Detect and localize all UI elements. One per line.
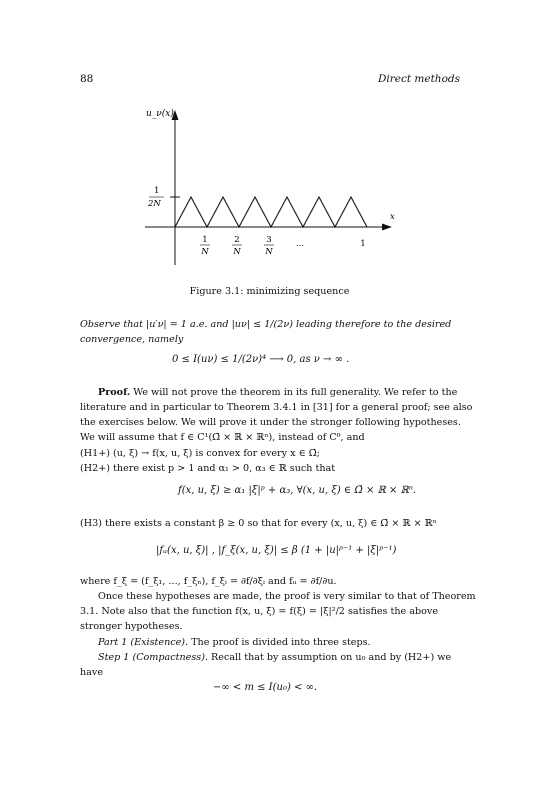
figure-minimizing-sequence <box>0 0 539 300</box>
proof-line-1-text: We will not prove the theorem in its full generality. We refer to the <box>130 387 458 398</box>
hypothesis-h1: (H1+) (u, ξ) → f(x, u, ξ) is convex for every x ∈ Ω̄; <box>80 448 320 459</box>
step-1-label: Step 1 (Compactness). <box>98 652 208 663</box>
y-tick-numerator: 1 <box>154 186 160 196</box>
part-1-text: The proof is divided into three steps. <box>188 637 371 648</box>
proof-line-3: the exercises below. We will prove it under the stronger following hypotheses. <box>80 417 461 428</box>
observe-line-1: Observe that |u′ν| = 1 a.e. and |uν| ≤ 1/(2ν) leading therefore to the desired <box>80 319 452 330</box>
where-line: where f_ξ = (f_ξ₁, ..., f_ξₙ), f_ξᵢ = ∂f/∂ξᵢ and fᵤ = ∂f/∂u. <box>80 576 337 587</box>
hypothesis-h3: (H3) there exists a constant β ≥ 0 so that for every (x, u, ξ) ∈ Ω̄ × ℝ × ℝⁿ <box>80 518 437 529</box>
x-tick-end: 1 <box>360 239 366 249</box>
equation-growth: |fᵤ(x, u, ξ)| , |f_ξ(x, u, ξ)| ≤ β (1 + |u|ᵖ⁻¹ + |ξ|ᵖ⁻¹) <box>156 545 397 556</box>
step-1-text: Recall that by assumption on u₀ and by (H2+) we <box>208 652 452 663</box>
proof-line-1 <box>98 385 457 400</box>
y-tick-denominator: 2N <box>148 199 161 209</box>
figure-caption: Figure 3.1: minimizing sequence <box>189 286 350 297</box>
step-1-line <box>98 650 451 665</box>
running-title: Direct methods <box>377 73 460 85</box>
x-tick-3-denominator: N <box>265 247 273 257</box>
observe-line-2: convergence, namely <box>80 334 184 345</box>
x-tick-ellipsis: ... <box>295 239 305 249</box>
page-number: 88 <box>80 73 94 85</box>
once-line-2: 3.1. Note also that the function f(x, u, ξ) = f(ξ) = |ξ|²/2 satisfies the above <box>80 606 438 617</box>
x-axis-label: x <box>390 212 395 222</box>
equation-convergence: 0 ≤ I(uν) ≤ 1/(2ν)⁴ ⟶ 0, as ν → ∞ . <box>172 354 350 365</box>
x-tick-3-numerator: 3 <box>266 235 272 245</box>
hypothesis-h2: (H2+) there exist p > 1 and α₁ > 0, α₃ ∈ ℝ such that <box>80 463 336 474</box>
step-1-line-2: have <box>80 667 103 678</box>
x-tick-2-denominator: N <box>233 247 241 257</box>
x-tick-1-numerator: 1 <box>202 235 208 245</box>
proof-label: Proof. <box>98 387 131 398</box>
part-1-label: Part 1 (Existence). <box>98 637 189 648</box>
equation-bounds: −∞ < m ≤ I(u₀) < ∞. <box>213 682 318 693</box>
y-axis-label: u_ν(x) <box>146 109 174 119</box>
equation-coercivity: f(x, u, ξ) ≥ α₁ |ξ|ᵖ + α₃, ∀(x, u, ξ) ∈ Ω̄ × ℝ × ℝⁿ. <box>178 485 417 496</box>
once-line-3: stronger hypotheses. <box>80 621 183 632</box>
x-tick-2-numerator: 2 <box>234 235 240 245</box>
proof-line-2: literature and in particular to Theorem 3.4.1 in [31] for a general proof; see also <box>80 402 473 413</box>
part-1-line <box>98 635 371 650</box>
sawtooth-curve <box>175 197 367 227</box>
x-axis-arrow <box>382 224 392 231</box>
x-tick-1-denominator: N <box>201 247 209 257</box>
once-line-1: Once these hypotheses are made, the proof is very similar to that of Theorem <box>98 591 476 602</box>
proof-line-4: We will assume that f ∈ C¹(Ω̄ × ℝ × ℝⁿ), instead of C⁰, and <box>80 432 365 443</box>
